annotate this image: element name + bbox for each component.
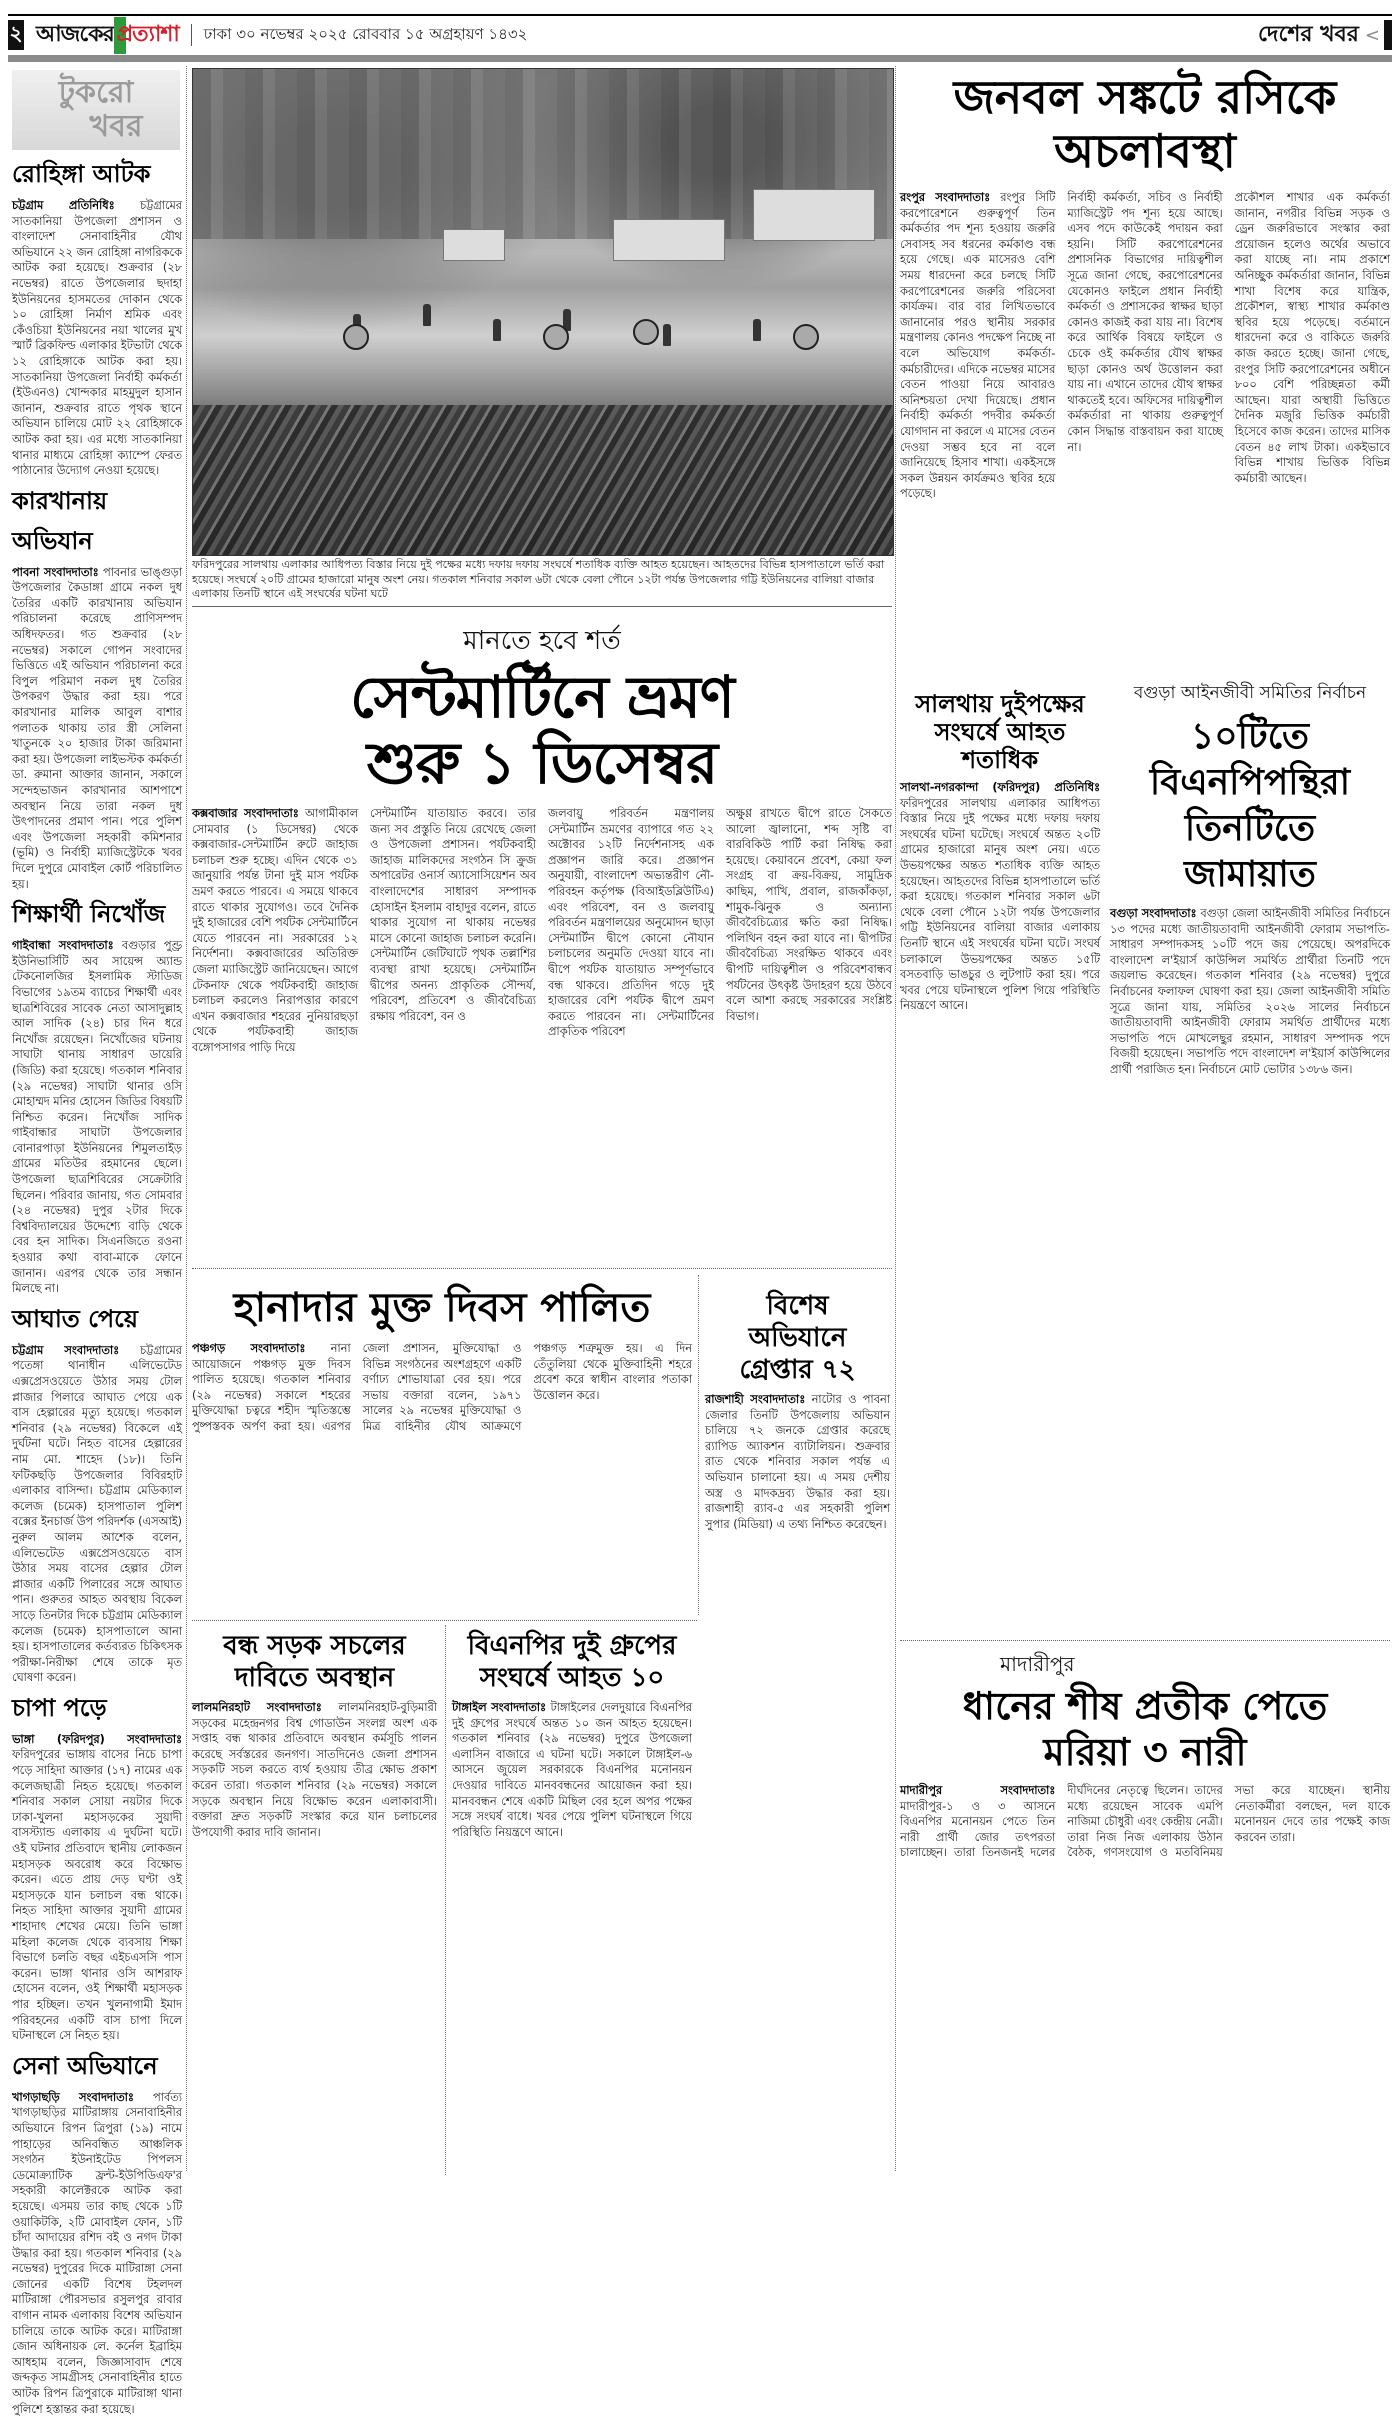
headline-line: দাবিতে অবস্থান — [234, 1663, 395, 1693]
photo-shield — [633, 319, 659, 345]
article-saint-martin — [192, 620, 892, 1056]
article-column: নির্বাহী কর্মকর্তা, সচিব ও নির্বাহী ম্যাজিস্ট্রেট পদ শূন্য হয়ে আছে। এসব পদে কাউকেই পদায়ন করা হয়নি। সিটি করপোরেশনের প্রশাসনিক বিভাগের দায়িত্বশীল সূত্রে জানা গেছে, করপোরেশনের যেকোনও ফাইলে প্রধান নির্বাহী কর্মকর্তা ও প্রশাসকের স্বাক্ষর ছাড়া কোনও কাজই করা যায় না। বিশেষ করে আর্থিক বিষয়ে ফাইলে ও চেকে ওই কর্মকর্তার যৌথ স্বাক্ষর ছাড়া কোনও অর্থ উত্তোলন করা যায় না। এখানে তাদের যৌথ স্বাক্ষর থাকতেই হবে। অফিসের দায়িত্বশীল কর্মকর্তারা না থাকায় গুরুত্বপূর্ণ কোন সিদ্ধান্ত বাস্তবায়ন করা যাচ্ছে না। — [1067, 191, 1223, 454]
masthead-top-rule — [8, 14, 1392, 16]
photo-house — [753, 189, 875, 241]
photo-shield — [343, 324, 369, 350]
article-headline — [192, 664, 892, 796]
news-photo-clash[interactable] — [192, 68, 894, 556]
photo-house — [443, 229, 505, 261]
article-bnp-clash — [452, 1630, 692, 1840]
brief-article — [12, 1301, 182, 1686]
brief-headline: রোহিঙ্গা আটক — [12, 160, 151, 188]
article-headline: হানাদার মুক্ত দিবস পালিত — [233, 1285, 651, 1331]
article-kicker: মানতে হবে শর্ত — [463, 626, 621, 656]
brief-article — [12, 2048, 182, 2417]
photo-person — [753, 319, 761, 341]
article-body: লালমনিরহাট-বুড়িমারী সড়কের মহেন্দ্রনগর বিশ্ব গোডাউন সংলগ্ন অংশ এক সপ্তাহ বন্ধ থাকার প্রতিবাদে অবস্থান কর্মসূচি পালন করেছে সর্বস্তরের জনগণ। সাতদিনেও জেলা প্রশাসন সড়কটি সচল করতে ব্যর্থ হওয়ায় তীব্র ক্ষোভ প্রকাশ করেন তারা। গতকাল শনিবার (২৯ নভেম্বর) সকালে সড়কে অবস্থান নিয়ে বিক্ষোভ করেন এলাকাবাসী। বক্তারা দ্রুত সড়কটি সংস্কার করে যান চলাচলের উপযোগী করার দাবি জানান। — [192, 1701, 438, 1839]
article-column: জলবায়ু পরিবর্তন মন্ত্রণালয় সেন্টমার্টিন ভ্রমণের ব্যাপারে গত ২২ অক্টোবর ১২টি নির্দেশনাসহ এক প্রজ্ঞাপন জারি করে। প্রজ্ঞাপন অনুযায়ী, বাংলাদেশ অভ্যন্তরীণ নৌ-পরিবহন কর্তৃপক্ষ (বিআইডব্লিউটিএ) এবং পরিবেশ, বন ও জলবায়ু পরিবর্তন মন্ত্রণালয়ের অনুমোদন ছাড়া সেন্টমার্টিন দ্বীপে কোনো নৌযান চলাচলের অনুমতি দেওয়া যাবে না। দ্বীপে পর্যটক যাতায়াত সম্পূর্ণভাবে বন্ধ থাকবে। প্রতিদিন গড়ে দুই হাজারের বেশি পর্যটক দ্বীপে ভ্রমণ করতে পারবেন না। সেন্টমার্টিনের প্রাকৃতিক পরিবেশ — [548, 807, 714, 1039]
headline-line: মরিয়া ৩ নারী — [1043, 1730, 1247, 1774]
photo-person — [493, 319, 501, 341]
headline-line: জামায়াত — [1184, 854, 1316, 895]
article-dateline: পঞ্চগড় সংবাদদাতাঃ — [192, 1342, 306, 1355]
article-kicker: বগুড়া আইনজীবী সমিতির নির্বাচন — [1133, 683, 1367, 703]
photo-shield — [543, 324, 569, 350]
brief-body: চট্টগ্রামের সাতকানিয়া উপজেলা প্রশাসন ও বাংলাদেশ সেনাবাহিনীর যৌথ অভিযানে ২২ জন রোহিঙ্গা নাগরিককে আটক করা হয়েছে। শুক্রবার (২৮ নভেম্বর) রাতে উপজেলার ছদাহা ইউনিয়নের হাসমতের দোকান থেকে ১০ রোহিঙ্গা নির্মাণ শ্রমিক এবং কেঁওচিয়া ইউনিয়নের নয়া খালের মুখ স্মার্ট ব্রিকফিল্ড এলাকার ইটভাটা থেকে ১২ রোহিঙ্গাকে আটক করা হয়। সাতকানিয়া উপজেলা নির্বাহী কর্মকর্তা (ইউএনও) খোন্দকার মাহমুদুল হাসান জানান, শুক্রবার রাতে পৃথক স্থানে অভিযান চালিয়ে মোট ২২ রোহিঙ্গাকে আটক করা হয়। এর মধ্যে সাতকানিয়া থানার মাধ্যমে রোহিঙ্গা ক্যাম্পে ফেরত পাঠানোর উদ্যোগ নেওয়া হয়েছে। — [12, 199, 182, 478]
headline-line: অচলাবস্থা — [1054, 124, 1236, 178]
article-body: নানা আয়োজনে পঞ্চগড় মুক্ত দিবস পালিত হয়েছে। গতকাল শনিবার (২৯ নভেম্বর) সকালে শহরের মুক্তিযোদ্ধা চত্বরে শহীদ স্মৃতিস্তম্ভে পুষ্পস্তবক অর্পণ করা হয়। এরপর জেলা প্রশাসন, মুক্তিযোদ্ধা ও বিভিন্ন সংগঠনের অংশগ্রহণে একটি বর্ণাঢ্য শোভাযাত্রা বের হয়। পরে সভায় বক্তারা বলেন, ১৯৭১ সালের ২৯ নভেম্বর মুক্তিযোদ্ধা ও মিত্র বাহিনীর যৌথ আক্রমণে পঞ্চগড় শত্রুমুক্ত হয়। এ দিন তেঁতুলিয়া থেকে মুক্তিবাহিনী শহরে প্রবেশ করে স্বাধীন বাংলার পতাকা উত্তোলন করে। — [192, 1342, 692, 1433]
section-rule — [192, 1268, 892, 1269]
photo-person — [663, 324, 671, 346]
article-columns — [900, 190, 1390, 502]
brief-headline: চাপা পড়ে — [12, 1693, 107, 1722]
column-divider — [698, 1275, 699, 1615]
brief-article — [12, 483, 182, 892]
article-headline — [900, 70, 1390, 178]
article-column: প্রকৌশল শাখার এক কর্মকর্তা জানান, নগরীর বিভিন্ন সড়ক ও ড্রেন জরুরিভাবে সংস্কার করা প্রয়োজন হলেও অর্থের অভাবে করা যাচ্ছে না। নাম প্রকাশে অনিচ্ছুক কর্মকর্তারা জানান, বিভিন্ন শাখা বিশেষ করে যান্ত্রিক, প্রকৌশল, স্বাস্থ্য শাখার কর্মকাণ্ড স্থবির হয়ে পড়েছে। বর্তমানে ধারদেনা করে ও বাকিতে জরুরি কাজ করতে হচ্ছে। জানা গেছে, রংপুর সিটি করপোরেশনের অধীনে ৮০০ বেশি পরিচ্ছন্নতা কর্মী আছেন। যারা অস্থায়ী ভিত্তিতে দৈনিক মজুরি ভিত্তিক কর্মচারী হিসেবে কাজ করেন। তাদের মাসিক বেতন ৪৫ লাখ টাকা। একইভাবে বিভিন্ন শাখায় ভিত্তিক বিভিন্ন কর্মচারী আছেন। — [1234, 191, 1390, 485]
masthead — [8, 18, 1392, 52]
article-dateline: লালমনিরহাট সংবাদদাতাঃ — [192, 1701, 322, 1714]
article-headline — [452, 1630, 692, 1694]
brief-headline: শিক্ষার্থী নিখোঁজ — [12, 900, 166, 929]
headline-line: ১০টিতে — [1190, 716, 1310, 757]
article-bishesh — [705, 1290, 890, 1532]
article-body: টাঙ্গাইলের দেলদুয়ারে বিএনপির দুই গ্রুপের সংঘর্ষে অন্তত ১০ জন আহত হয়েছেন। গতকাল শনিবার (২৯ নভেম্বর) দুপুরে উপজেলা এলাসিন বাজারে এ ঘটনা ঘটে। সকালে টাঙ্গাইল-৬ আসনে জুয়েল সরকারকে বিএনপির মনোনয়ন দেওয়ার দাবিতে মানববন্ধনের আয়োজন করা হয়। মানববন্ধন শেষে একটি মিছিল বের হলে অপর পক্ষের সঙ্গে সংঘর্ষ বাধে। খবর পেয়ে পুলিশ ঘটনাস্থলে গিয়ে পরিস্থিতি নিয়ন্ত্রণে আনে। — [452, 1701, 692, 1839]
article-saltha — [900, 690, 1100, 1014]
brief-headline: সেনা অভিযানে — [12, 2051, 158, 2080]
article-column: সেন্টমার্টিন যাতায়াত করবে। তার জন্য সব প্রস্তুতি নিয়ে রেখেছে জেলা ও উপজেলা প্রশাসন। পর্যটকবাহী জাহাজ মালিকদের সংগঠন সি ক্রুজ অপারেটর ওনার্স অ্যাসোসিয়েশন অব বাংলাদেশের সাধারণ সম্পাদক হোসাইন ইসলাম বাহাদুর বলেন, রাতে থাকার সুযোগ না থাকায় নভেম্বর মাসে কোনো জাহাজ চলাচল করেনি। সেন্টমার্টিন জেটিঘাটে পৃথক তল্লাশির ব্যবস্থা রাখা হয়েছে। সেন্টমার্টিন দ্বীপের অনন্য প্রাকৃতিক সৌন্দর্য, পরিবেশ, প্রতিবেশ ও জীববৈচিত্র্য রক্ষায় পরিবেশ, বন ও — [370, 807, 536, 1023]
article-dateline: টাঙ্গাইল সংবাদদাতাঃ — [452, 1701, 547, 1714]
photo-person — [423, 304, 431, 326]
article-body: ফরিদপুরের সালথায় এলাকার আধিপত্য বিস্তার নিয়ে দুই পক্ষের মধ্যে দফায় দফায় সংঘর্ষের ঘটনা ঘটেছে। সংঘর্ষে অন্তত ২০টি গ্রামের হাজারো মানুষ অংশ নেয়। এতে উভয়পক্ষের অন্তত শতাধিক ব্যক্তি আহত হয়েছেন। আহতদের বিভিন্ন হাসপাতালে ভর্তি করা হয়েছে। গতকাল শনিবার সকাল ৬টা থেকে বেলা পৌনে ১২টা পর্যন্ত উপজেলার গট্টি ইউনিয়নের বালিয়া বাজার এলাকায় তিনটি স্থানে এই সংঘর্ষের ঘটনা ঘটে। সংঘর্ষ চলাকালে উভয়পক্ষের অন্তত ১৫টি বসতবাড়ি ভাঙচুর ও লুটপাট করা হয়। পরে খবর পেয়ে ঘটনাস্থলে পুলিশ গিয়ে পরিস্থিতি নিয়ন্ত্রণে আনে। — [900, 796, 1100, 1013]
logo-text-part1: আজকের — [36, 21, 114, 47]
headline-line: তিনটিতে — [1184, 808, 1316, 849]
article-bogura — [1110, 680, 1390, 1078]
section-rule — [900, 1640, 1390, 1641]
brief-dateline: পাবনা সংবাদদাতাঃ — [12, 565, 99, 579]
article-column: অক্ষুণ্ণ রাখতে দ্বীপে রাতে সৈকতে আলো জ্বালানো, শব্দ সৃষ্টি বা বারবিকিউ পার্টি করা নিষিদ্ধ করা হয়েছে। কেয়াবনে প্রবেশ, কেয়া ফল সংগ্রহ বা ক্রয়-বিক্রয়, সামুদ্রিক কাছিম, পাখি, প্রবাল, রাজকাঁকড়া, শামুক-ঝিনুক ও অন্যান্য জীববৈচিত্র্যের ক্ষতি করা নিষিদ্ধ। পলিথিন বহন করা যাবে না। দ্বীপটির জীববৈচিত্র্য সংরক্ষিত থাকবে এবং দ্বীপটি দায়িত্বশীল ও পরিবেশবান্ধব পর্যটনের উৎকৃষ্ট উদাহরণ হয়ে উঠবে বলে আশা করছে সরকারের সংশ্লিষ্ট বিভাগ। — [726, 807, 892, 1023]
brief-body: পাবনার ভাঙ্গুড়া উপজেলার কৈডাঙ্গা গ্রামে নকল দুধ তৈরির একটি কারখানায় অভিযান পরিচালনা করেছে প্রাণিসম্পদ অধিদফতর। গত শুক্রবার (২৮ নভেম্বর) সকালে গোপন সংবাদের ভিত্তিতে এই অভিযান পরিচালনা করে বিপুল পরিমাণ নকল দুধ তৈরির উপকরণ উদ্ধার করা হয়। পরে কারখানার মালিক আবুল বাশার পলাতক থাকায় তার স্ত্রী সেলিনা খাতুনকে ২০ হাজার টাকা জরিমানা করা হয়। উপজেলা লাইভস্টক কর্মকর্তা ডা. রুমানা আক্তার জানান, সকালে সন্দেহভাজন কারখানার আশপাশে অবস্থান নিয়ে তারা নকল দুধ উৎপাদনের প্রমাণ পান। পরে পুলিশ এবং উপজেলা সহকারী কমিশনার (ভূমি) ও নির্বাহী ম্যাজিস্ট্রেটকে খবর দিলে দুপুরে মোবাইল কোর্ট পরিচালিত হয়। — [12, 565, 182, 891]
article-column — [900, 190, 1055, 502]
article-body: আগামীকাল সোমবার (১ ডিসেম্বর) থেকে কক্সবাজার-সেন্টমার্টিন রুটে জাহাজ চলাচল শুরু হচ্ছে। এদিন থেকে ৩১ জানুয়ারি পর্যন্ত টানা দুই মাস পর্যটক ভ্রমণ করতে পারবে। এ সময়ে থাকবে রাতে থাকার সুযোগও। তবে দৈনিক দুই হাজারের বেশি পর্যটক সেন্টমার্টিনে যেতে পারবেন না। সরকারের ১২ নির্দেশনা। কক্সবাজারের অতিরিক্ত জেলা ম্যাজিস্ট্রেট জানিয়েছেন। আগে টেকনাফ থেকে পর্যটকবাহী জাহাজ চলাচল করলেও নিরাপত্তার কারণে এখন কক্সবাজার শহরের নুনিয়ারছড়া থেকে পর্যটকবাহী জাহাজ বঙ্গোপসাগর পাড়ি দিয়ে — [192, 807, 359, 1054]
brief-article — [12, 156, 182, 479]
article-kicker: মাদারীপুর — [1000, 1652, 1075, 1676]
headline-line: বিএনপিপন্থিরা — [1149, 762, 1351, 803]
briefs-header-line2: খবর — [89, 109, 143, 144]
newspaper-logo[interactable] — [36, 17, 179, 54]
masthead-divider — [191, 24, 192, 46]
article-headline — [900, 1683, 1390, 1775]
headline-line: অভিযানে — [748, 1323, 847, 1353]
brief-body: ফরিদপুরের ভাঙ্গায় বাসের নিচে চাপা পড়ে সাহিদা আক্তার (১৭) নামের এক কলেজছাত্রী নিহত হয়েছে। গতকাল শনিবার সকাল সোয়া নয়টার দিকে ঢাকা-খুলনা মহাসড়কের সুয়াদী বাসস্ট্যান্ড এলাকায় এ দুর্ঘটনা ঘটে। ওই ঘটনার প্রতিবাদে স্থানীয় লোকজন মহাসড়ক অবরোধ করে বিক্ষোভ করেন। এতে প্রায় দেড় ঘণ্টা ওই মহাসড়কে যান চলাচল বন্ধ থাকে। নিহত সাহিদা আক্তার সুয়াদী গ্রামের শাহাদাৎ শেখের মেয়ে। তিনি ভাঙ্গা মহিলা কলেজ থেকে ব্যবসায় শিক্ষা বিভাগে চলতি বছর এইচএসসি পাস করেন। ভাঙ্গা থানার ওসি আশরাফ হোসেন বলেন, ওই শিক্ষার্থী মহাসড়ক পার হচ্ছিল। তখন খুলনাগামী ইমাদ পরিবহনের একটি বাস চাপা দিলে ঘটনাস্থলে সে নিহত হয়। — [12, 1748, 182, 2043]
article-headline — [1110, 714, 1390, 898]
photo-shield — [793, 324, 819, 350]
article-dateline: রাজশাহী সংবাদদাতাঃ — [705, 1393, 806, 1406]
brief-dateline: চট্টগ্রাম সংবাদদাতাঃ — [12, 1343, 120, 1357]
page-number: ২ — [8, 20, 24, 50]
article-body: রংপুর সিটি করপোরেশনে গুরুত্বপূর্ণ তিন কর্মকর্তার পদ শূন্য হওয়ায় জরুরি সেবাসহ সব ধরনের কর্মকাণ্ড বন্ধ হয়ে গেছে। এক মাসেরও বেশি সময় ধারদেনা করে চলছে সিটি করপোরেশনের জরুরি পরিসেবা কার্যক্রম। বার বার লিখিতভাবে জানানোর পরও স্থানীয় সরকার মন্ত্রণালয় কোনও পদক্ষেপ নিচ্ছে না বলে অভিযোগ কর্মকর্তা-কর্মচারীদের। এদিকে নভেম্বর মাসের বেতন পাওয়া নিয়ে আবারও অনিশ্চয়তা দেখা দিয়েছে। প্রধান নির্বাহী কর্মকর্তা পদবীর কর্মকর্তা যোগদান না করলে এ মাসের বেতন দেওয়া সম্ভব হবে না বলে জানিয়েছে হিসাব শাখা। একইসঙ্গে সকল উন্নয়ন কার্যক্রমও স্থবির হয়ে পড়েছে। — [900, 191, 1056, 501]
briefs-header-box — [12, 70, 180, 150]
brief-dateline: ভাঙ্গা (ফরিদপুর) সংবাদদাতাঃ — [12, 1732, 182, 1746]
masthead-gray-rule — [8, 55, 1392, 62]
photo-house — [613, 219, 725, 261]
brief-body: পার্বত্য খাগড়াছড়ির মাটিরাঙ্গায় সেনাবাহিনীর অভিযানে রিপন ত্রিপুরা (১৯) নামে পাহাড়ের অনিবন্ধিত আঞ্চলিক সংগঠন ইউনাইটেড পিপলস ডেমোক্র্যাটিক ফ্রন্ট-ইউপিডিএফ'র সহকারী কালেক্টরকে আটক করা হয়েছে। এসময় তার কাছ থেকে ১টি ওয়াকিটকি, ২টি মোবাইল ফোন, ১টি চাঁদা আদায়ের রশিদ বই ও নগদ টাকা উদ্ধার করা হয়। গতকাল শনিবার (২৯ নভেম্বর) দুপুরের দিকে মাটিরাঙ্গা সেনা জোনের একটি বিশেষ টহলদল মাটিরাঙ্গা পৌরসভার রসুলপুর রাবার বাগান নামক এলাকায় বিশেষ অভিযান চালিয়ে তাকে আটক করে। মাটিরাঙ্গা জোন অধিনায়ক লে. কর্নেল ইব্রাহিম আধহাম বলেন, জিজ্ঞাসাবাদ শেষে জব্দকৃত সামগ্রীসহ সেনাবাহিনীর হাতে আটক রিপন ত্রিপুরাকে মাটিরাঙ্গা থানা পুলিশে হস্তান্তর করা হয়েছে। — [12, 2090, 182, 2416]
headline-line: জনবল সঙ্কটে রসিকে — [953, 70, 1337, 124]
article-body: বগুড়া জেলা আইনজীবী সমিতির নির্বাচনে ১৩ পদের মধ্যে জাতীয়তাবাদী আইনজীবী ফোরাম সভাপতি-সাধারণ সম্পাদকসহ ১০টি পদে জয় পেয়েছে। অপরদিকে বাংলাদেশ ল'ইয়ার্স কাউন্সিল সমর্থিত প্রার্থীরা তিনটি পদে জয়লাভ করেছেন। গতকাল শনিবার (২৯ নভেম্বর) দুপুরে নির্বাচনের ফলাফল ঘোষণা করা হয়। জেলা আইনজীবী সমিতি সূত্রে জানা যায়, সমিতির ২০২৬ সালের নির্বাচনে জাতীয়তাবাদী আইনজীবী ফোরাম সমর্থিত প্রার্থীদের মধ্যে সভাপতি পদে মোখলেছুর রহমান, সাধারণ সম্পাদক পদে বিজয়ী হয়েছেন। সভাপতি পদে বাংলাদেশ ল'ইয়ার্স কাউন্সিলের প্রার্থী পরাজিত হন। নির্বাচনে মোট ভোটার ১৩৮৬ জন। — [1110, 907, 1391, 1076]
column-divider — [186, 66, 187, 2171]
headline-line: ধানের শীষ প্রতীক পেতে — [962, 1684, 1328, 1728]
article-dateline: মাদারীপুর সংবাদদাতাঃ — [900, 1784, 1056, 1797]
article-hanadar — [192, 1285, 692, 1435]
photo-caption: ফরিদপুরের সালথায় এলাকার আধিপত্য বিস্তার নিয়ে দুই পক্ষের মধ্যে দফায় দফায় সংঘর্ষে শতাধিক ব্যক্তি আহত হয়েছেন। আহতদের বিভিন্ন হাসপাতালে ভর্তি করা হয়েছে। সংঘর্ষে ২০টি গ্রামের হাজারো মানুষ অংশ নেয়। গতকাল শনিবার সকাল ৬টা থেকে বেলা পৌনে ১২টা পর্যন্ত উপজেলার গট্টি ইউনিয়নের বালিয়া বাজার এলাকায় তিনটি স্থানে এই সংঘর্ষের ঘটনা ঘটে — [192, 558, 885, 600]
brief-dateline: চট্টগ্রাম প্রতিনিধিঃ — [12, 199, 115, 212]
headline-line: বন্ধ সড়ক সচলের — [223, 1631, 406, 1661]
briefs-column — [12, 152, 182, 2417]
article-dateline: বগুড়া সংবাদদাতাঃ — [1110, 907, 1197, 920]
section-marker — [1384, 20, 1392, 50]
brief-dateline: খাগড়াছড়ি সংবাদদাতাঃ — [12, 2090, 134, 2104]
brief-article — [12, 1690, 182, 2044]
article-body: মাদারীপুর-১ ও ৩ আসনে বিএনপির মনোনয়ন পেতে তিন নারী প্রার্থী জোর তৎপরতা চালাচ্ছেন। তারা তিনজনই দলের দীর্ঘদিনের নেতৃত্বে ছিলেন। তাদের মধ্যে রয়েছেন সাবেক এমপি নাজিমা চৌধুরী এবং কেন্দ্রীয় নেত্রী। তারা নিজ নিজ এলাকায় উঠান বৈঠক, গণসংযোগ ও মতবিনিময় সভা করে যাচ্ছেন। স্থানীয় নেতাকর্মীরা বলছেন, দল যাকে মনোনয়ন দেবে তার পক্ষেই কাজ করবেন তারা। — [900, 1784, 1390, 1860]
headline-line: বিএনপির দুই গ্রুপের — [467, 1631, 677, 1661]
article-rasik — [900, 70, 1390, 502]
headline-line: বিশেষ — [766, 1291, 829, 1321]
brief-body: চট্টগ্রামের পতেঙ্গা থানাধীন এলিভেটেড এক্সপ্রেসওয়েতে উঠার সময় টোল প্লাজার পিলারে আঘাত পেয়ে এক বাস হেল্পারের মৃত্যু হয়েছে। গতকাল শনিবার (২৯ নভেম্বর) বিকেলে এই দুর্ঘটনা ঘটে। নিহত বাসের হেল্পারের নাম মো. শাহেদ (১৮)। তিনি ফটিকছড়ি উপজেলার বিবিরহাট এলাকার বাসিন্দা। চট্টগ্রাম মেডিক্যাল কলেজ (চমেক) হাসপাতাল পুলিশ বক্সের ইনচার্জ উপ পরিদর্শক (এসআই) নুরুল আলম আশেক বলেন, এলিভেটেড এক্সপ্রেসওয়েতে বাস উঠার সময় বাসের হেল্পার টোল প্লাজার একটি পিলারের সঙ্গে আঘাত পান। গুরুতর আহত অবস্থায় বিকেল সাড়ে তিনটার দিকে চট্টগ্রাম মেডিক্যাল কলেজ (চমেক) হাসপাতালে আনা হয়। হাসপাতালের কর্তব্যরত চিকিৎসক পরীক্ষা-নিরীক্ষা শেষে তাকে মৃত ঘোষণা করেন। — [12, 1343, 182, 1685]
section-rule — [192, 1620, 697, 1621]
photo-debris — [193, 405, 893, 555]
article-body: নাটোর ও পাবনা জেলার তিনটি উপজেলায় অভিযান চালিয়ে ৭২ জনকে গ্রেপ্তার করেছে র‍্যাপিড অ্যাকশন ব্যাটালিয়ন। শুক্রবার রাত থেকে শনিবার সকাল পর্যন্ত এ অভিযান চালানো হয়। এ সময় দেশীয় অস্ত্র ও মাদকদ্রব্য উদ্ধার করা হয়। রাজশাহী র‍্যাব-৫ এর সহকারী পুলিশ সুপার (মিডিয়া) এ তথ্য নিশ্চিত করেছেন। — [705, 1393, 891, 1531]
column-divider — [445, 1625, 446, 2175]
article-bandha — [192, 1630, 437, 1840]
headline-line: গ্রেপ্তার ৭২ — [739, 1355, 856, 1385]
section-title: দেশের খবর — [1258, 21, 1359, 47]
headline-line: সেন্টমার্টিনে ভ্রমণ — [350, 663, 734, 731]
article-column — [192, 806, 358, 1056]
section-rule — [192, 606, 892, 607]
article-headline — [192, 1630, 437, 1694]
headline-line: সংঘর্ষে আহত ১০ — [479, 1663, 665, 1693]
chevron-left-icon: < — [1364, 24, 1380, 46]
briefs-header-line1: টুকরো — [58, 75, 134, 110]
brief-body: বগুড়ার পুণ্ড্র ইউনিভার্সিটি অব সায়েন্স অ্যান্ড টেকনোলজির ইসলামিক স্টাডিজ বিভাগের ১৯তম ব্যাচের শিক্ষার্থী এবং ছাত্রশিবিরের সাবেক নেতা আসাদুল্লাহ আল সাদিক (২৪) চার দিন ধরে নিখোঁজ রয়েছেন। নিখোঁজের ঘটনায় সাঘাটা থানায় সাধারণ ডায়েরি (জিডি) করা হয়েছে। গতকাল শনিবার (২৯ নভেম্বর) সাঘাটা থানার ওসি মোহাম্মদ মনির হোসেন জিডির বিষয়টি নিশ্চিত করেন। নিখোঁজ সাদিক গাইবান্ধার সাঘাটা উপজেলার বোনারপাড়া ইউনিয়নের শিমুলতাইড় গ্রামের মতিউর রহমানের ছেলে। উপজেলা ছাত্রশিবিরের সেক্রেটারি ছিলেন। পরিবার জানায়, গত সোমবার (২৪ নভেম্বর) দুপুর ২টার দিকে বিশ্ববিদ্যালয়ের উদ্দেশ্যে বাড়ি থেকে বের হন সাদিক। সিএনজিতে রওনা হওয়ার কথা বাবা-মাকে ফোনে জানান। এরপর থেকে তার সন্ধান মিলছে না। — [12, 939, 182, 1296]
article-headline: সালথায় দুইপক্ষের সংঘর্ষে আহত শতাধিক — [915, 690, 1085, 774]
article-dateline: কক্সবাজার সংবাদদাতাঃ — [192, 807, 299, 820]
article-madaripur — [900, 1650, 1390, 1861]
brief-dateline: গাইবান্ধা সংবাদদাতাঃ — [12, 939, 114, 953]
article-columns — [192, 806, 892, 1056]
column-divider — [895, 66, 896, 2171]
masthead-dateline: ঢাকা ৩০ নভেম্বর ২০২৫ রোববার ১৫ অগ্রহায়ণ ১৪৩২ — [203, 24, 528, 43]
article-headline — [705, 1290, 890, 1386]
brief-article — [12, 896, 182, 1297]
logo-text-part2: প্রত্যাশা — [114, 17, 179, 54]
article-dateline: রংপুর সংবাদদাতাঃ — [900, 191, 991, 204]
headline-line: শুরু ১ ডিসেম্বর — [366, 729, 718, 797]
brief-headline: কারখানায় অভিযান — [12, 486, 108, 555]
article-dateline: সালথা-নগরকান্দা (ফরিদপুর) প্রতিনিধিঃ — [900, 781, 1100, 794]
brief-headline: আঘাত পেয়ে — [12, 1304, 138, 1333]
